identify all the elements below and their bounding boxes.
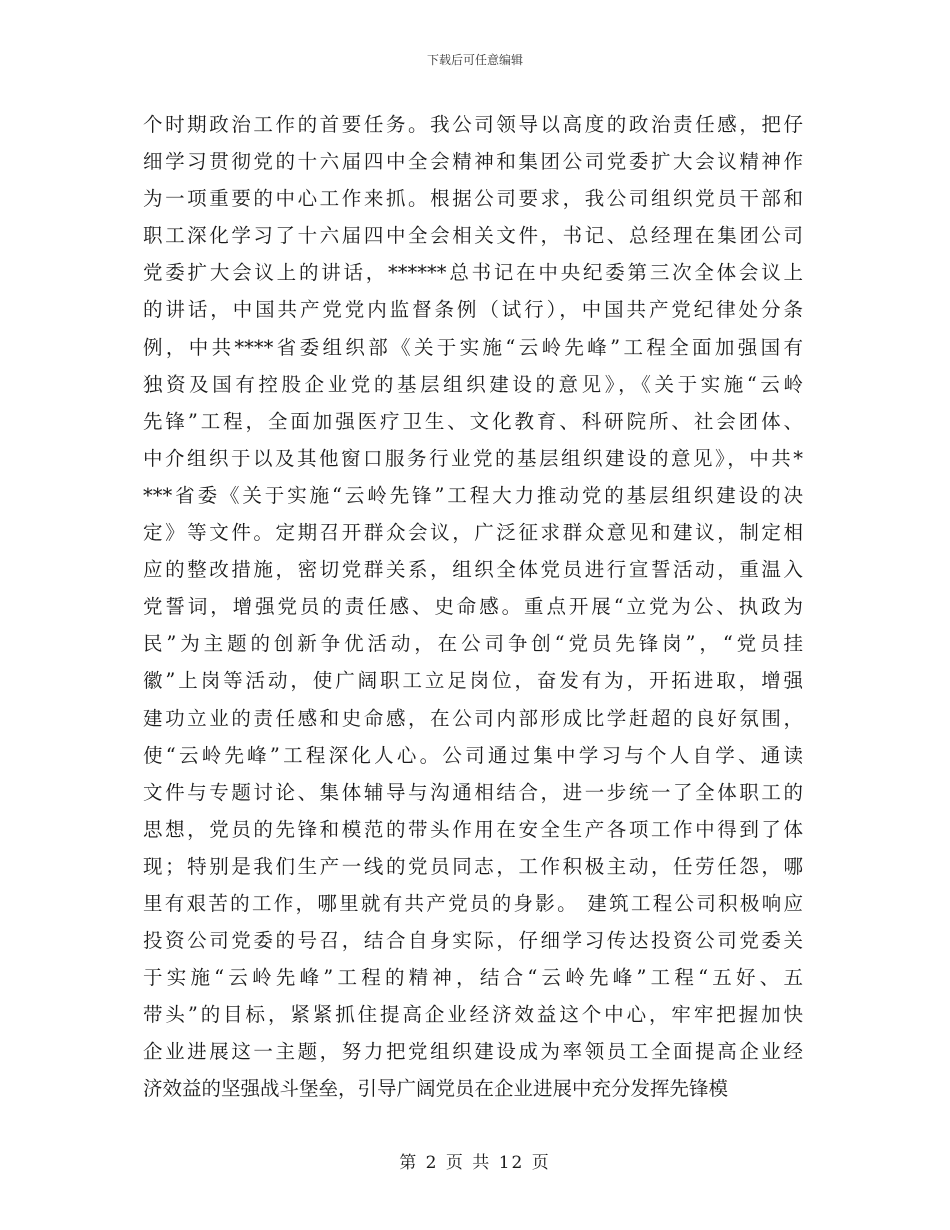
text-line: 投资公司党委的号召，结合自身实际，仔细学习传达投资公司党委关: [143, 929, 803, 953]
document-body: [143, 106, 803, 1108]
text-line: 定》等文件。定期召开群众会议，广泛征求群众意见和建议，制定相: [143, 521, 803, 545]
text-line: 独资及国有控股企业党的基层组织建设的意见》，《关于实施“云岭: [143, 372, 803, 396]
text-line: 济效益的坚强战斗堡垒，引导广阔党员在企业进展中充分发挥先锋模: [143, 1077, 729, 1101]
text-line: 应的整改措施，密切党群关系，组织全体党员进行宣誓活动，重温入: [143, 558, 803, 582]
text-line: 党誓词，增强党员的责任感、史命感。重点开展“立党为公、执政为: [143, 595, 803, 619]
text-line: ***省委《关于实施“云岭先锋”工程大力推动党的基层组织建设的决: [143, 483, 803, 507]
text-line: 里有艰苦的工作，哪里就有共产党员的身影。 建筑工程公司积极响应: [143, 891, 803, 915]
page-number: 第 2 页 共 12 页: [399, 1153, 551, 1173]
text-line: 企业进展这一主题，努力把党组织建设成为率领员工全面提高企业经: [143, 1040, 803, 1064]
text-line: 党委扩大会议上的讲话，******总书记在中央纪委第三次全体会议上: [143, 261, 803, 285]
text-line: 的讲话，中国共产党党内监督条例（试行），中国共产党纪律处分条: [143, 298, 803, 322]
text-line: 民”为主题的创新争优活动，在公司争创“党员先锋岗”，“党员挂: [143, 632, 803, 656]
text-line: 于实施“云岭先峰”工程的精神，结合“云岭先峰”工程“五好、五: [143, 966, 803, 990]
text-line: 现；特别是我们生产一线的党员同志，工作积极主动，任劳任怨，哪: [143, 854, 803, 878]
text-line: 文件与专题讨论、集体辅导与沟通相结合，进一步统一了全体职工的: [143, 780, 803, 804]
text-line: 使“云岭先峰”工程深化人心。公司通过集中学习与个人自学、通读: [143, 743, 803, 767]
text-line: 建功立业的责任感和史命感，在公司内部形成比学赶超的良好氛围，: [143, 706, 803, 730]
text-line: 带头”的目标，紧紧抓住提高企业经济效益这个中心，牢牢把握加快: [143, 1003, 803, 1027]
text-line: 先锋”工程，全面加强医疗卫生、文化教育、科研院所、社会团体、: [143, 409, 803, 433]
text-line: 为一项重要的中心工作来抓。根据公司要求，我公司组织党员干部和: [143, 187, 803, 211]
text-line: 中介组织于以及其他窗口服务行业党的基层组织建设的意见》，中共*: [143, 446, 803, 470]
text-line: 例，中共****省委组织部《关于实施“云岭先峰”工程全面加强国有: [143, 335, 803, 359]
text-line: 细学习贯彻党的十六届四中全会精神和集团公司党委扩大会议精神作: [143, 150, 803, 174]
text-line: 职工深化学习了十六届四中全会相关文件，书记、总经理在集团公司: [143, 224, 803, 248]
text-line: 徽”上岗等活动，使广阔职工立足岗位，奋发有为，开拓进取，增强: [143, 669, 803, 693]
text-line: 个时期政治工作的首要任务。我公司领导以高度的政治责任感，把仔: [143, 113, 803, 136]
text-line: 思想，党员的先锋和模范的带头作用在安全生产各项工作中得到了体: [143, 817, 803, 841]
page-header: 下载后可任意编辑: [426, 53, 523, 67]
